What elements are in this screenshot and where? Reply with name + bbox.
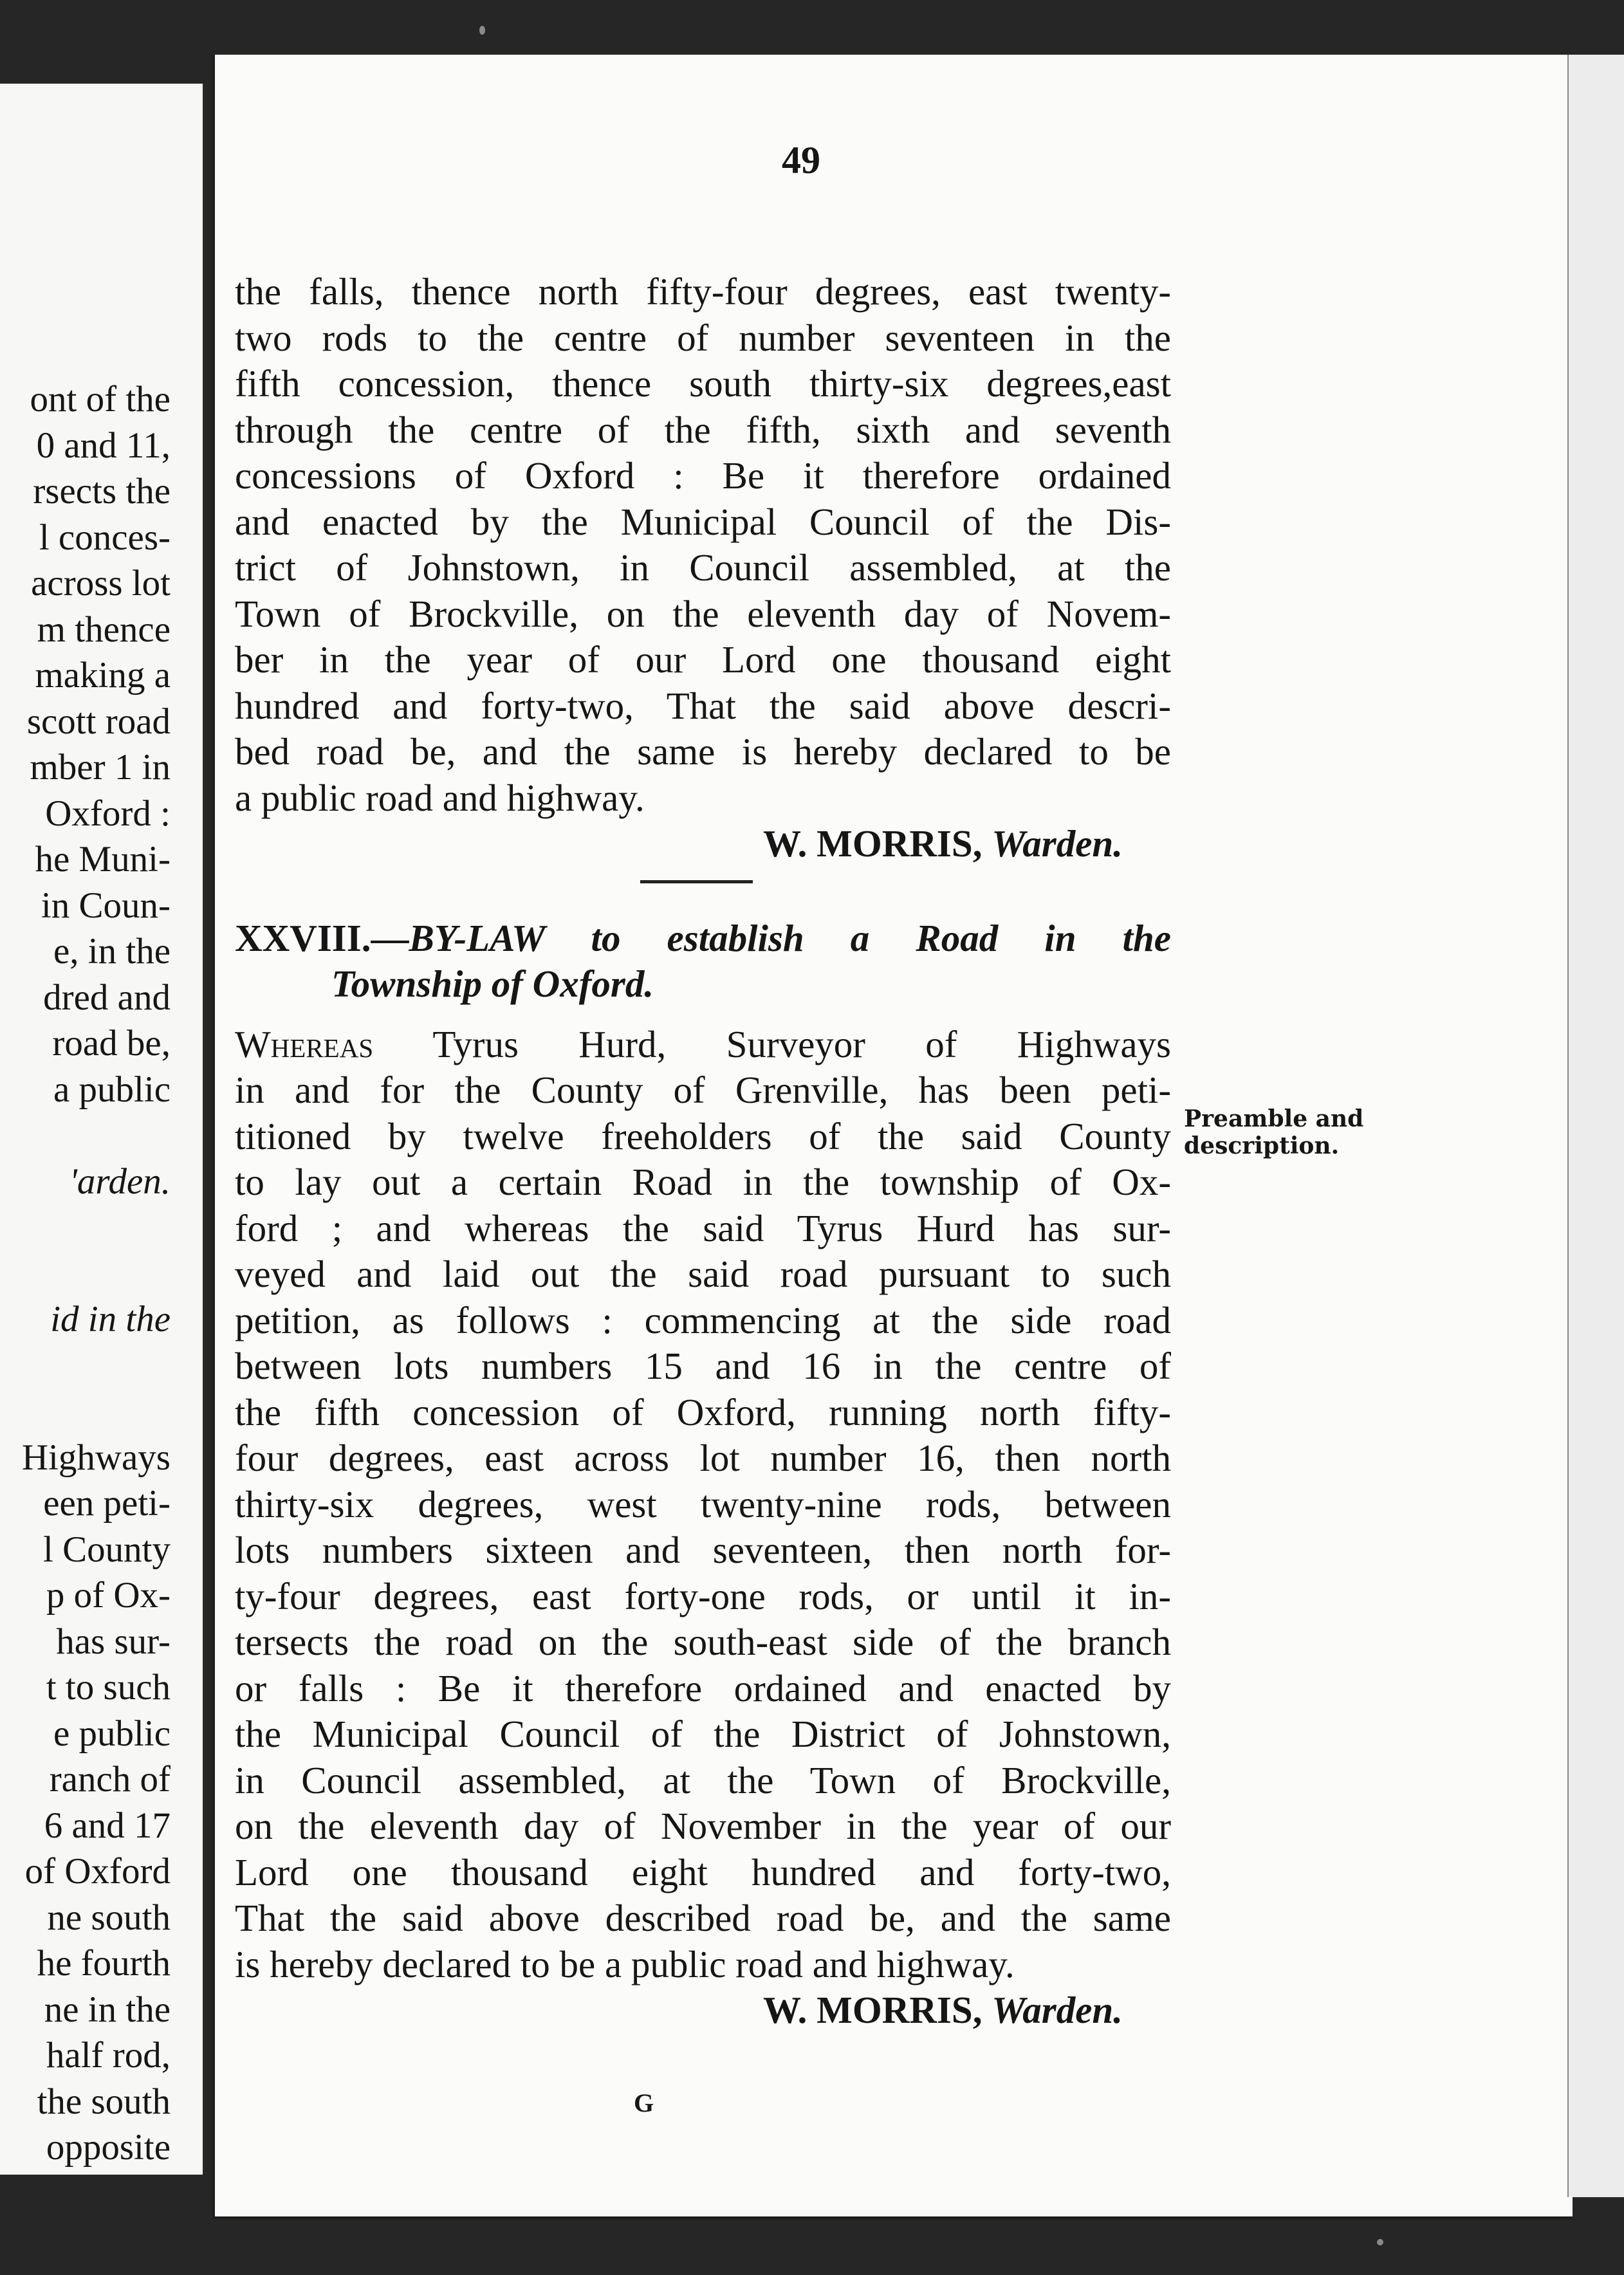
- left-page-line: across lot: [31, 563, 171, 603]
- text-line: or falls : Be it therefore ordained and enacted by: [235, 1666, 1171, 1709]
- text-line: in and for the County of Grenville, has been peti-: [235, 1069, 1171, 1111]
- text-line: veyed and laid out the said road pursuant to such: [235, 1253, 1171, 1295]
- signature-line: [235, 821, 1171, 867]
- bylaw-heading-title: BY-LAW to establish a Road in the: [409, 916, 1171, 959]
- left-page-line: p of Ox-: [46, 1575, 171, 1616]
- first-line-rest: Tyrus Hurd, Surveyor of Highways: [373, 1022, 1171, 1065]
- text-line: hundred and forty-two, That the said above descri-: [235, 684, 1171, 727]
- text-line: the falls, thence north fifty-four degrees, east twenty-: [235, 270, 1171, 313]
- bylaw-heading-continued: Township of Oxford.: [331, 963, 654, 1005]
- left-page-line: in Coun-: [41, 885, 171, 926]
- text-line: ty-four degrees, east forty-one rods, or until it in-: [235, 1574, 1171, 1617]
- text-line: tersects the road on the south-east side of the branch: [235, 1621, 1171, 1663]
- text-line: Town of Brockville, on the eleventh day of Novem-: [235, 592, 1171, 635]
- signature-line-2: [235, 1987, 1171, 2034]
- text-line: on the eleventh day of November in the year of our: [235, 1805, 1171, 1847]
- text-line: fifth concession, thence south thirty-six degrees,east: [235, 362, 1171, 405]
- left-page-line: has sur-: [56, 1621, 171, 1662]
- left-page-line: [0, 1388, 205, 1435]
- left-page-line: t to such: [46, 1667, 171, 1708]
- left-page-line: 'arden.: [69, 1161, 171, 1202]
- margin-note-line: description.: [1184, 1132, 1340, 1159]
- text-line: That the said above described road be, and the same: [235, 1897, 1171, 1939]
- text-line: Lord one thousand eight hundred and forty-two,: [235, 1850, 1171, 1893]
- margin-note: [1184, 1105, 1377, 1159]
- bylaw-heading: [235, 916, 1171, 962]
- text-line: two rods to the centre of number seventeen in the: [235, 316, 1171, 359]
- left-page-line: ne in the: [44, 1989, 171, 2030]
- text-line: four degrees, east across lot number 16, then north: [235, 1437, 1171, 1479]
- left-page-line: of Oxford: [24, 1851, 171, 1892]
- text-line: and enacted by the Municipal Council of the Dis-: [235, 500, 1171, 543]
- margin-note-line: Preamble and: [1184, 1105, 1364, 1132]
- left-page-line: Highways: [21, 1437, 171, 1478]
- left-page-line: ranch of: [49, 1759, 171, 1800]
- left-page-text: [0, 376, 205, 2171]
- left-page-line: m thence: [37, 609, 171, 650]
- left-page-line: he fourth: [37, 1943, 171, 1984]
- text-line: the Municipal Council of the District of Johnstown,: [235, 1713, 1171, 1755]
- text-line: between lots numbers 15 and 16 in the centre of: [235, 1345, 1171, 1387]
- left-page-line: ont of the: [30, 379, 171, 419]
- left-page-line: e, in the: [53, 931, 171, 972]
- text-line: ford ; and whereas the said Tyrus Hurd has sur-: [235, 1206, 1171, 1249]
- text-line: the fifth concession of Oxford, running north fifty-: [235, 1390, 1171, 1433]
- text-line: ber in the year of our Lord one thousand eight: [235, 638, 1171, 681]
- section-1-text: [235, 269, 1171, 821]
- section-2-first-line: [235, 1022, 1171, 1068]
- section-2-text: [235, 1067, 1171, 1987]
- left-page-line: e public: [53, 1713, 171, 1754]
- left-page-line: the south: [37, 2081, 171, 2122]
- left-page-line: making a: [35, 655, 171, 695]
- text-line: lots numbers sixteen and seventeen, then north for-: [235, 1529, 1171, 1571]
- left-page-line: l conces-: [39, 517, 171, 558]
- left-page-line: rsects the: [33, 471, 171, 511]
- left-page-line: een peti-: [43, 1483, 171, 1524]
- text-line: in Council assembled, at the Town of Brockville,: [235, 1758, 1171, 1801]
- left-page-line: [0, 1112, 205, 1159]
- page-number: 49: [782, 139, 820, 181]
- bylaw-heading-number: XXVIII.—: [235, 916, 409, 959]
- left-page-line: mber 1 in: [30, 747, 171, 788]
- section-separator: [640, 880, 753, 883]
- left-page-line: ne south: [47, 1897, 171, 1938]
- page-body: [235, 269, 1171, 2034]
- text-line: titioned by twelve freeholders of the said County: [235, 1114, 1171, 1157]
- left-page-line: road be,: [52, 1023, 171, 1064]
- left-page-line: scott road: [26, 701, 171, 742]
- text-line: concessions of Oxford : Be it therefore ordained: [235, 454, 1171, 497]
- page-edge: [1567, 55, 1624, 2197]
- signature-mark: G: [634, 2088, 654, 2117]
- signature-role: Warden.: [992, 822, 1123, 865]
- left-page-line: [0, 1204, 205, 1251]
- text-line: is hereby declared to be a public road and highway.: [235, 1942, 1015, 1985]
- left-page-line: Oxford :: [45, 793, 171, 834]
- signature-role: Warden.: [992, 1989, 1123, 2031]
- left-page-line: 0 and 11,: [36, 425, 171, 466]
- left-page-line: opposite: [46, 2127, 171, 2168]
- left-page: [0, 84, 205, 2175]
- text-line: a public road and highway.: [235, 776, 645, 819]
- left-page-line: he Muni-: [35, 839, 171, 880]
- text-line: trict of Johnstown, in Council assembled, at the: [235, 546, 1171, 589]
- left-page-line: 6 and 17: [44, 1805, 171, 1846]
- signature-name: W. MORRIS,: [763, 822, 983, 865]
- left-page-line: l County: [43, 1529, 171, 1570]
- left-page-line: dred and: [43, 977, 171, 1018]
- left-page-line: [0, 1251, 205, 1297]
- text-line: thirty-six degrees, west twenty-nine rods, between: [235, 1482, 1171, 1525]
- dust-speck: [479, 26, 485, 35]
- text-line: through the centre of the fifth, sixth and seventh: [235, 408, 1171, 451]
- left-page-line: id in the: [50, 1299, 171, 1340]
- text-line: bed road be, and the same is hereby declared to be: [235, 730, 1171, 773]
- dust-speck: [1377, 2239, 1383, 2245]
- signature-name: W. MORRIS,: [763, 1989, 983, 2031]
- left-page-line: [0, 1343, 205, 1389]
- text-line: petition, as follows : commencing at the side road: [235, 1298, 1171, 1341]
- text-line: to lay out a certain Road in the township of Ox-: [235, 1161, 1171, 1203]
- left-page-line: half rod,: [46, 2035, 171, 2076]
- first-word: Whereas: [235, 1022, 374, 1065]
- left-page-line: a public: [53, 1069, 171, 1110]
